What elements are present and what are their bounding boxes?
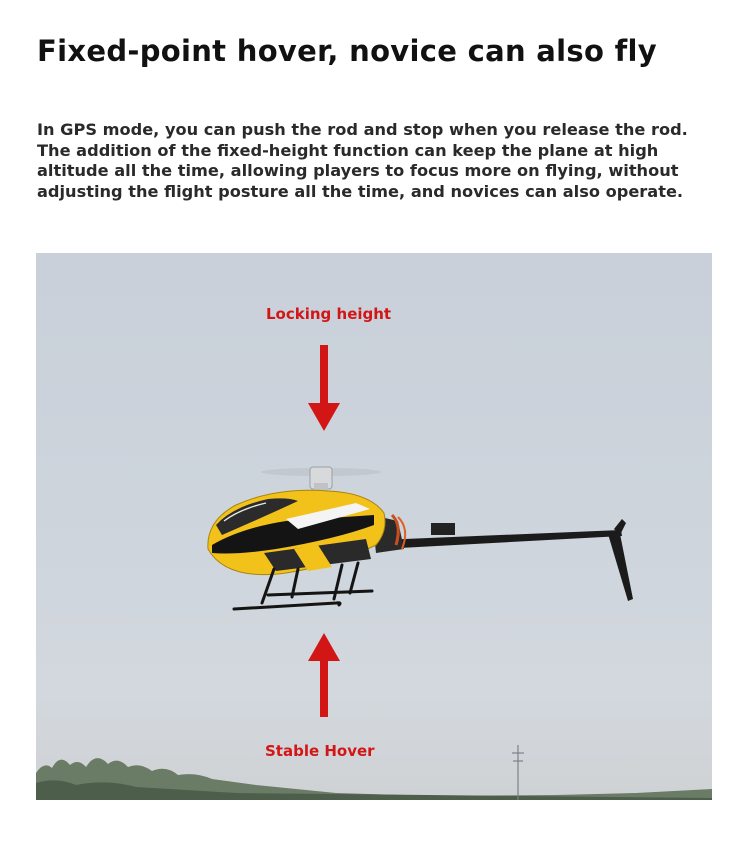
stable-hover-label: Stable Hover (265, 742, 375, 760)
description-text: In GPS mode, you can push the rod and stop when you release the rod. The addition of the fixed-height function can keep the plane at high altitude all the time, allowing players to focus more on flying, without adjusting the flight posture all the time, and novices can also operate. (37, 120, 688, 201)
arrow-up-icon (308, 633, 340, 717)
page-title: Fixed-point hover, novice can also fly (37, 34, 657, 68)
utility-pole (512, 745, 524, 800)
locking-height-label: Locking height (266, 305, 392, 323)
helicopter-scene (36, 253, 712, 800)
helicopter (208, 467, 633, 609)
treeline (36, 758, 712, 800)
arrow-down-icon (308, 345, 340, 431)
helicopter-photo (36, 253, 712, 800)
